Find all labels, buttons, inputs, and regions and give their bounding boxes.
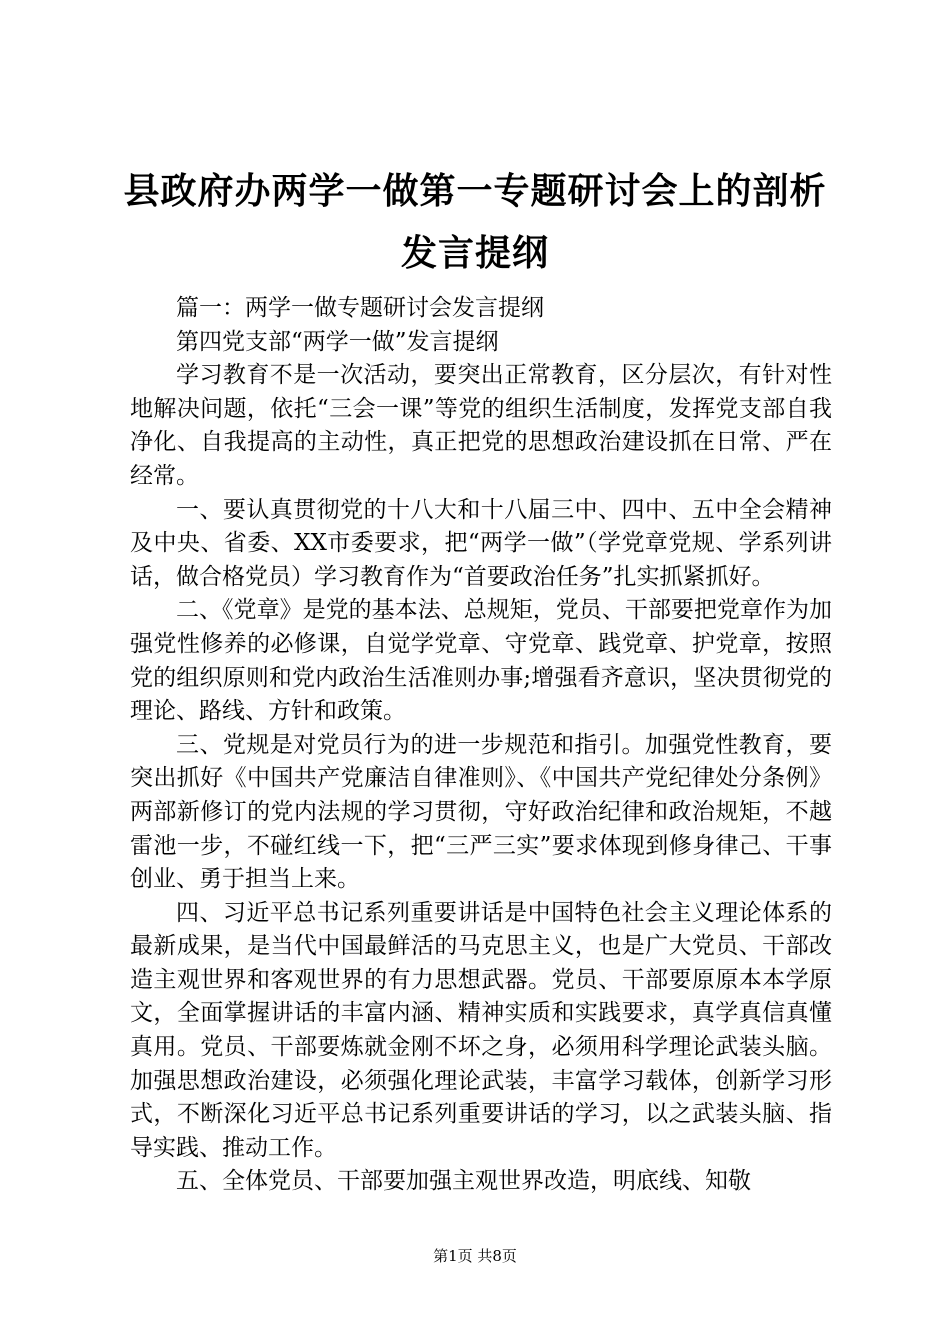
paragraph: 三、党规是对党员行为的进一步规范和指引。加强党性教育，要突出抓好《中国共产党廉洁自律准则》、《中国共产党纪律处分条例》两部新修订的党内法规的学习贯彻，守好政治纪律和政治规矩，不越雷池一步，不碰红线一下，把“三严三实”要求体现到修身律己、干事创业、勇于担当上来。 <box>130 731 832 893</box>
paragraph: 一、要认真贯彻党的十八大和十八届三中、四中、五中全会精神及中央、省委、XX市委要求，把“两学一做”（学党章党规、学系列讲话，做合格党员）学习教育作为“首要政治任务”扎实抓紧抓好。 <box>130 496 832 590</box>
paragraph: 四、习近平总书记系列重要讲话是中国特色社会主义理论体系的最新成果，是当代中国最鲜活的马克思主义，也是广大党员、干部改造主观世界和客观世界的有力思想武器。党员、干部要原原本本学原文，全面掌握讲话的丰富内涵、精神实质和实践要求，真学真信真懂真用。党员、干部要炼就金刚不坏之身，必须用科学理论武装头脑。加强思想政治建设，必须强化理论武装，丰富学习载体，创新学习形式，不断深化习近平总书记系列重要讲话的学习，以之武装头脑、指导实践、推动工作。 <box>130 899 832 1161</box>
paragraph: 五、全体党员、干部要加强主观世界改造，明底线、知敬 <box>176 1168 751 1195</box>
subheading: 第四党支部“两学一做”发言提纲 <box>176 328 499 355</box>
page-footer: 第1页 共8页 <box>433 1247 517 1265</box>
paragraph: 二、《党章》是党的基本法、总规矩，党员、干部要把党章作为加强党性修养的必修课，自觉学党章、守党章、践党章、护党章，按照党的组织原则和党内政治生活准则办事;增强看齐意识，坚决贯彻党的理论、路线、方针和政策。 <box>130 597 832 725</box>
document-title: 县政府办两学一做第一专题研讨会上的剖析发言提纲 <box>123 170 827 274</box>
document-body <box>130 292 832 1199</box>
section-heading: 篇一：两学一做专题研讨会发言提纲 <box>176 295 544 321</box>
paragraph: 学习教育不是一次活动，要突出正常教育，区分层次，有针对性地解决问题，依托“三会一课”等党的组织生活制度，发挥党支部自我净化、自我提高的主动性，真正把党的思想政治建设抓在日常、严在经常。 <box>130 362 832 489</box>
